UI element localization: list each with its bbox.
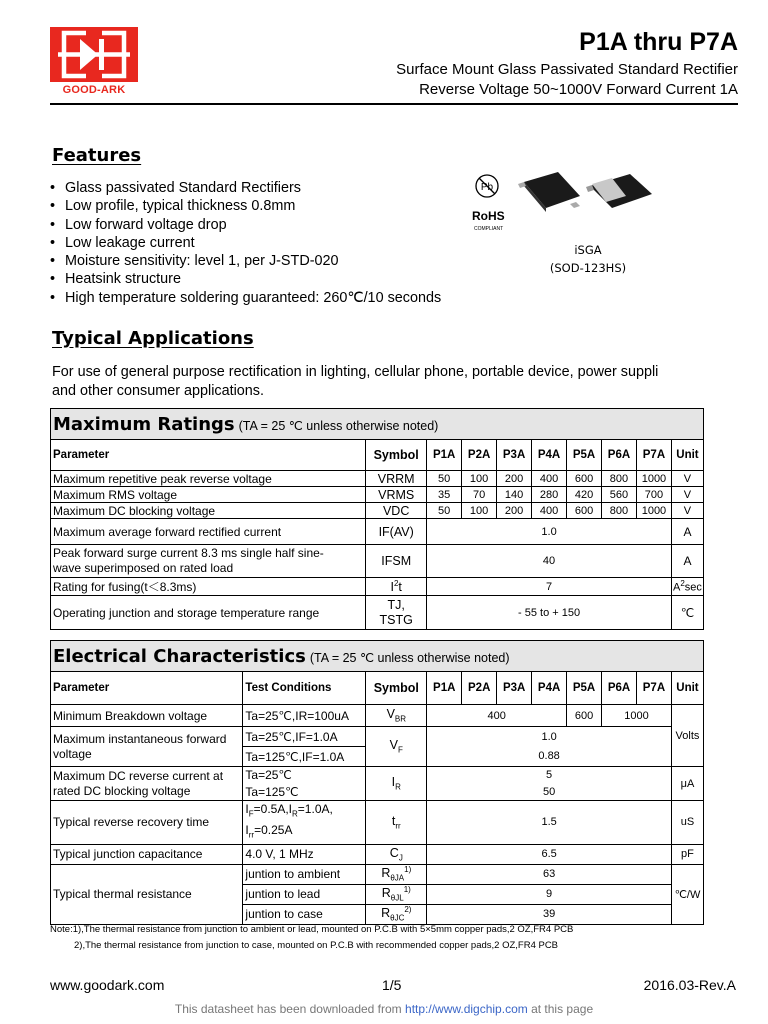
features-heading: Features <box>52 145 142 166</box>
download-link[interactable]: http://www.digchip.com <box>405 1002 528 1016</box>
svg-text:RoHS: RoHS <box>472 209 505 223</box>
table-row: Maximum repetitive peak reverse voltage VRRM 50 100 200 400 600 800 1000 V <box>51 471 704 487</box>
diode-logo-icon <box>50 27 138 82</box>
table-row: Maximum DC reverse current at rated DC blocking voltage Ta=25℃ $I_R$ 5 μA <box>51 767 704 784</box>
electrical-characteristics-table <box>50 640 704 925</box>
feature-item: • Low profile, typical thickness 0.8mm <box>50 197 441 215</box>
max-ratings-note: (TA = 25 ℃ unless otherwise noted) <box>238 418 439 433</box>
footer-revision: 2016.03-Rev.A <box>643 977 736 993</box>
table-row: Maximum instantaneous forward voltage Ta=25℃,IF=1.0A $V_F$ 1.0 <box>51 727 704 747</box>
table-row: Typical junction capacitance 4.0 V, 1 MHz $C_J$ 6.5 pF <box>51 844 704 864</box>
table-row: Maximum RMS voltage VRMS 35 70 140 280 420 560 700 V <box>51 487 704 503</box>
package-photo-top <box>518 168 584 219</box>
features-list <box>50 179 441 307</box>
table-row: Operating junction and storage temperature range TJ, TSTG - 55 to + 150 ℃ <box>51 596 704 630</box>
elec-note: (TA = 25 ℃ unless otherwise noted) <box>309 650 510 665</box>
elec-title-row <box>51 641 704 672</box>
table-row: Rating for fusing(t＜8.3ms) $I^2t$ 7 $A^2\sec$ <box>51 578 704 596</box>
feature-item: • Moisture sensitivity: level 1, per J-STD-020 <box>50 252 441 270</box>
table-notes <box>50 922 573 954</box>
max-ratings-table <box>50 408 704 630</box>
table-row: juntion to case $R_{\theta JC}^{2)}$ 39 <box>51 904 704 924</box>
feature-item: • Glass passivated Standard Rectifiers <box>50 179 441 197</box>
pb-free-icon <box>472 172 508 234</box>
footer-page-number: 1/5 <box>382 977 402 993</box>
max-ratings-title: Maximum Ratings <box>53 413 235 435</box>
feature-item: • Low forward voltage drop <box>50 216 441 234</box>
header-divider <box>50 103 738 105</box>
table-row: Ta=125℃ 50 <box>51 784 704 801</box>
table-row: Typical thermal resistance juntion to ambient $R_{\theta JA}^{1)}$ 63 ℃/W <box>51 864 704 884</box>
table-row: juntion to lead $R_{\theta JL}^{1)}$ 9 <box>51 884 704 904</box>
package-photo-bottom <box>586 172 654 217</box>
package-code: (SOD-123HS) <box>549 261 627 275</box>
brand-logo <box>50 27 138 82</box>
package-name: iSGA <box>574 243 602 257</box>
footer-website[interactable]: www.goodark.com <box>50 977 165 993</box>
brand-name: GOOD-ARK <box>62 84 126 96</box>
table-row: Maximum DC blocking voltage VDC 50 100 200 400 600 800 1000 V <box>51 503 704 519</box>
note-1: Note:1),The thermal resistance from junction to ambient or lead, mounted on P.C.B with 5×5mm copper pads,2 OZ,FR4 PCB <box>50 924 574 935</box>
elec-title: Electrical Characteristics <box>53 645 306 667</box>
package-caption <box>520 241 656 277</box>
rohs-badge <box>472 172 508 234</box>
svg-text:COMPLIANT: COMPLIANT <box>474 226 504 232</box>
table-row: Typical reverse recovery time $I_F=0.5A,I_R=1.0A$, $I_{rr}=0.25A$ $t_{rr}$ 1.5 uS <box>51 801 704 845</box>
applications-heading: Typical Applications <box>52 328 254 349</box>
note-2: 2),The thermal resistance from junction to case, mounted on P.C.B with recommended copper pads,2 OZ,FR4 PCB <box>74 940 559 951</box>
table-row: Ta=125℃,IF=1.0A 0.88 <box>51 747 704 767</box>
feature-item: • High temperature soldering guaranteed: 260℃/10 seconds <box>50 289 441 307</box>
document-subtitle: Surface Mount Glass Passivated Standard Rectifier <box>396 61 738 78</box>
svg-text:Pb: Pb <box>480 182 494 193</box>
document-title: P1A thru P7A <box>579 28 738 56</box>
download-notice: This datasheet has been downloaded from http://www.digchip.com at this page <box>174 1002 594 1016</box>
table-header-row: Parameter Symbol P1A P2A P3A P4A P5A P6A P7A Unit <box>51 440 704 471</box>
max-ratings-title-row <box>51 409 704 440</box>
applications-text: For use of general purpose rectification in lighting, cellular phone, portable device, power suppli and other consumer applications. <box>52 364 659 399</box>
table-row: Minimum Breakdown voltage Ta=25℃,IR=100uA $V_{BR}$ 400 600 1000 Volts <box>51 705 704 727</box>
table-row: Peak forward surge current 8.3 ms single half sine- wave superimposed on rated load IFSM 40 A <box>51 545 704 578</box>
table-row: Maximum average forward rectified current IF(AV) 1.0 A <box>51 519 704 545</box>
document-specs: Reverse Voltage 50~1000V Forward Current 1A <box>419 81 738 98</box>
feature-item: • Heatsink structure <box>50 270 441 288</box>
feature-item: • Low leakage current <box>50 234 441 252</box>
table-header-row: Parameter Test Conditions Symbol P1A P2A P3A P4A P5A P6A P7A Unit <box>51 672 704 705</box>
